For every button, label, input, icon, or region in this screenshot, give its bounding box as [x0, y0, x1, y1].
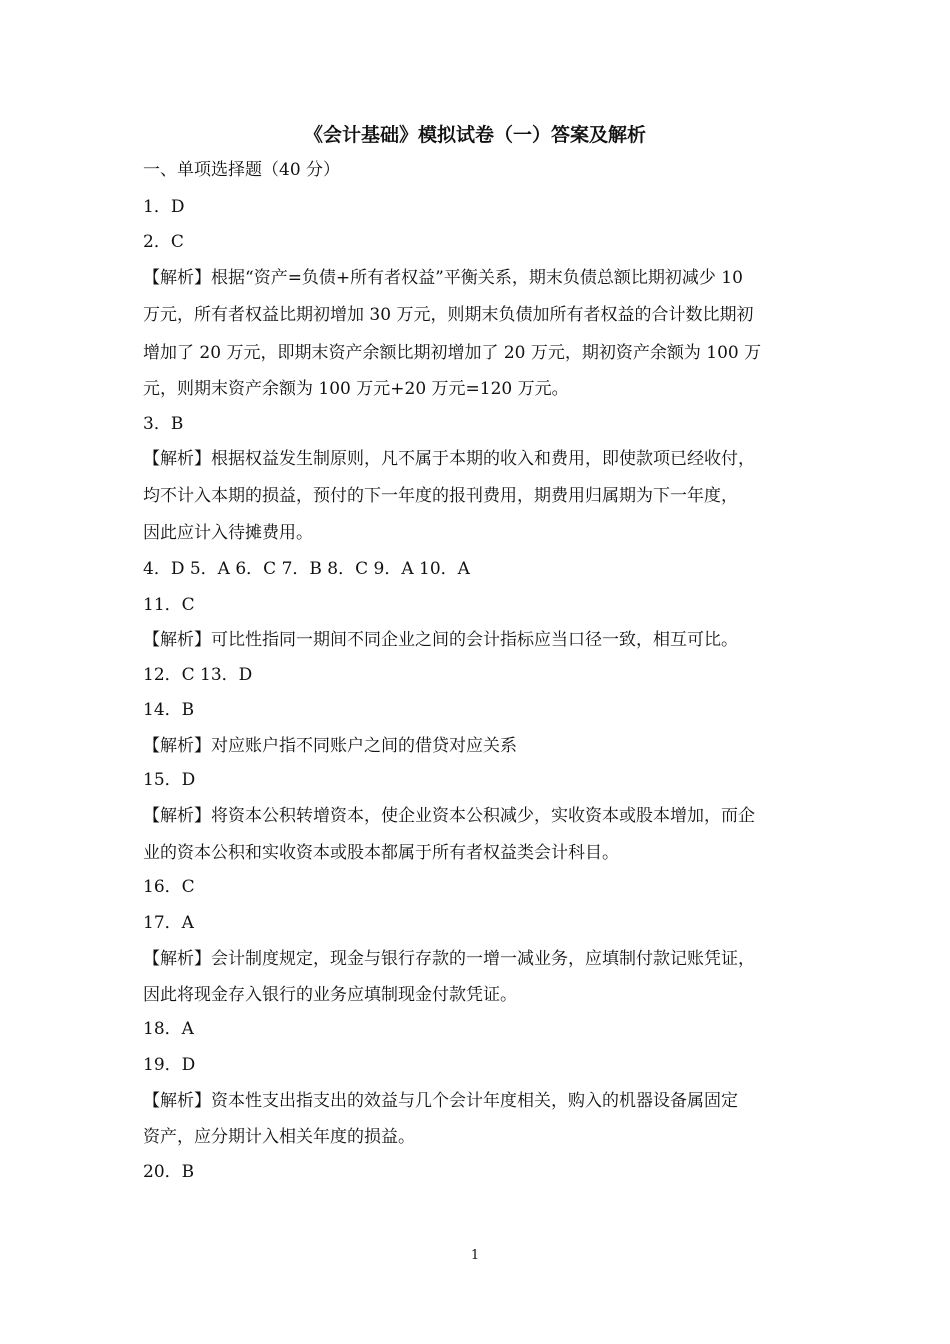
- answer-line: 1．D: [143, 197, 185, 217]
- explanation-line: 【解析】对应账户指不同账户之间的借贷对应关系: [143, 736, 517, 756]
- answer-line: 2．C: [143, 232, 184, 252]
- explanation-line: 【解析】资本性支出指支出的效益与几个会计年度相关，购入的机器设备属固定: [143, 1091, 738, 1111]
- answer-line: 4．D 5．A 6．C 7．B 8．C 9．A 10．A: [143, 559, 470, 579]
- page-number: 1: [470, 1248, 480, 1263]
- answer-line: 11．C: [143, 595, 195, 615]
- answer-line: 15．D: [143, 770, 196, 790]
- section-heading: 一、单项选择题（40 分）: [143, 160, 341, 180]
- answer-line: 14．B: [143, 700, 195, 720]
- explanation-line: 【解析】可比性指同一期间不同企业之间的会计指标应当口径一致，相互可比。: [143, 630, 738, 650]
- answer-line: 17．A: [143, 913, 194, 933]
- explanation-line: 均不计入本期的损益，预付的下一年度的报刊费用，期费用归属期为下一年度，: [143, 486, 738, 506]
- explanation-line: 【解析】根据“资产=负债+所有者权益”平衡关系，期末负债总额比期初减少 10: [143, 268, 743, 288]
- explanation-line: 资产，应分期计入相关年度的损益。: [143, 1127, 415, 1147]
- explanation-line: 【解析】根据权益发生制原则，凡不属于本期的收入和费用，即使款项已经收付，: [143, 449, 755, 469]
- explanation-line: 万元，所有者权益比期初增加 30 万元，则期末负债加所有者权益的合计数比期初: [143, 305, 754, 325]
- explanation-line: 【解析】将资本公积转增资本，使企业资本公积减少，实收资本或股本增加，而企: [143, 806, 755, 826]
- answer-line: 3．B: [143, 414, 184, 434]
- answer-line: 12．C 13．D: [143, 665, 253, 685]
- page-title: 《会计基础》模拟试卷（一）答案及解析: [303, 124, 646, 146]
- explanation-line: 元，则期末资产余额为 100 万元+20 万元=120 万元。: [143, 379, 569, 399]
- explanation-line: 【解析】会计制度规定，现金与银行存款的一增一减业务，应填制付款记账凭证，: [143, 949, 755, 969]
- explanation-line: 因此将现金存入银行的业务应填制现金付款凭证。: [143, 985, 517, 1005]
- explanation-line: 业的资本公积和实收资本或股本都属于所有者权益类会计科目。: [143, 843, 619, 863]
- answer-line: 20．B: [143, 1162, 195, 1182]
- answer-line: 18．A: [143, 1019, 194, 1039]
- answer-line: 19．D: [143, 1055, 196, 1075]
- answer-line: 16．C: [143, 877, 195, 897]
- explanation-line: 因此应计入待摊费用。: [143, 523, 313, 543]
- explanation-line: 增加了 20 万元，即期末资产余额比期初增加了 20 万元，期初资产余额为 100 万: [143, 343, 762, 363]
